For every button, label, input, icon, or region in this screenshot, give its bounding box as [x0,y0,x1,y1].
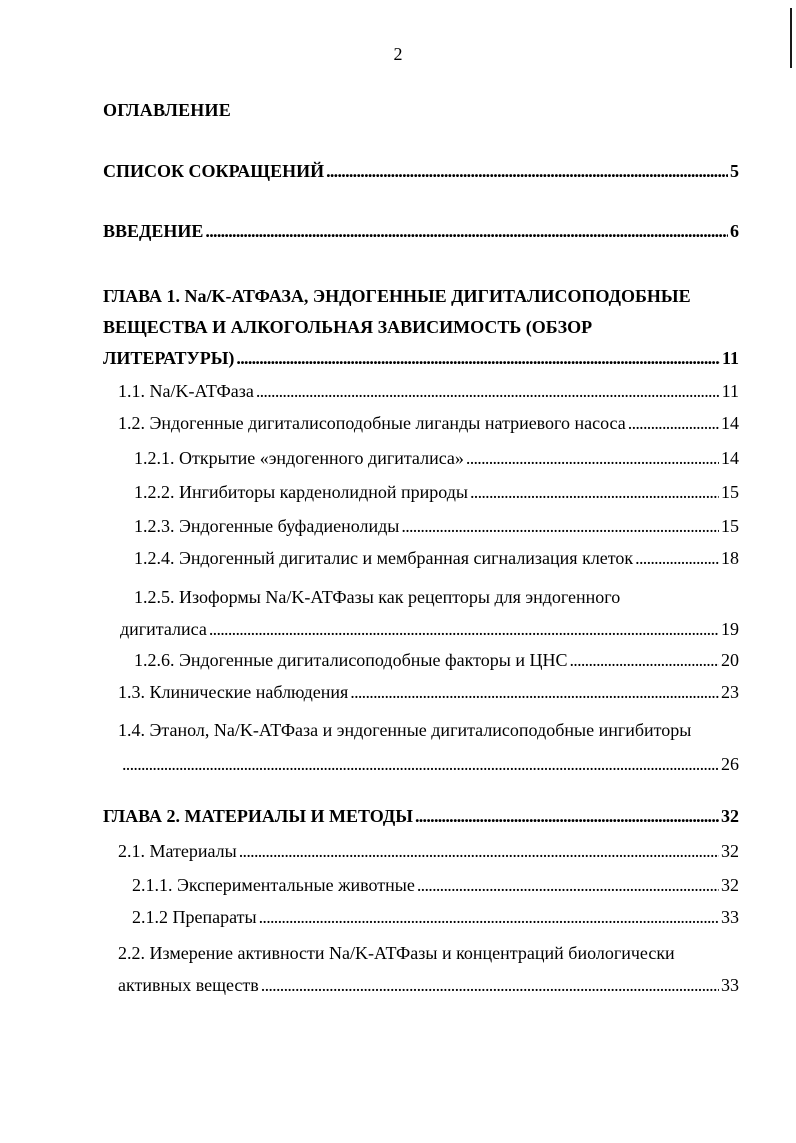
dot-leader [415,805,719,827]
page-number: 2 [393,44,403,64]
toc-page-number: 19 [721,619,739,639]
toc-entry-introduction[interactable] [103,220,739,242]
toc-entry-text: дигиталиса [120,619,207,639]
dot-leader [326,160,728,182]
toc-page-number: 32 [721,841,739,861]
toc-entry-1-2-4[interactable] [134,547,739,569]
dot-leader [122,747,719,781]
toc-entry-2-2[interactable] [118,937,739,1001]
toc-entry-1-2-5[interactable] [120,581,739,645]
toc-entry-abbreviations[interactable] [103,160,739,182]
toc-page-number: 6 [730,221,739,241]
toc-entry-1-4[interactable] [118,713,739,781]
toc-page-number: 11 [721,348,739,368]
toc-entry-text: 1.2. Эндогенные дигиталисоподобные лиганды натриевого насоса [118,413,626,433]
toc-entry-text: 1.2.4. Эндогенный дигиталис и мембранная сигнализация клеток [134,548,634,568]
dot-leader [239,840,719,862]
toc-page-number: 15 [721,482,739,502]
toc-entry-text: 1.2.1. Открытие «эндогенного дигиталиса» [134,448,464,468]
toc-page-number: 26 [721,754,739,774]
toc-entry-text: ГЛАВА 2. МАТЕРИАЛЫ И МЕТОДЫ [103,806,413,826]
dot-leader [261,969,719,1001]
toc-title: ОГЛАВЛЕНИЕ [103,100,231,120]
toc-entry-2-1[interactable] [118,840,739,862]
toc-page-number: 15 [721,516,739,536]
toc-page-number: 32 [721,806,739,826]
toc-entry-chapter-2[interactable] [103,805,739,827]
dot-leader [350,681,719,703]
toc-entry-1-2-1[interactable] [134,447,739,469]
dot-leader [259,906,719,928]
toc-entry-text: ГЛАВА 1. Na/K-АТФАЗА, ЭНДОГЕННЫЕ ДИГИТАЛИСОПОДОБНЫЕ [103,286,691,306]
toc-entry-1-2-2[interactable] [134,481,739,503]
toc-entry-text: ВЕЩЕСТВА И АЛКОГОЛЬНАЯ ЗАВИСИМОСТЬ (ОБЗОР [103,317,593,337]
toc-entry-text: ВВЕДЕНИЕ [103,221,204,241]
toc-entry-chapter-1[interactable] [103,281,739,374]
toc-entry-text: ЛИТЕРАТУРЫ) [103,348,235,368]
dot-leader [569,649,719,671]
toc-page-number: 11 [721,381,739,401]
toc-page-number: 18 [721,548,739,568]
toc-entry-text: СПИСОК СОКРАЩЕНИЙ [103,161,325,181]
toc-entry-2-1-2[interactable] [132,906,739,928]
dot-leader [236,343,720,374]
dot-leader [466,447,719,469]
toc-entry-text: 1.2.6. Эндогенные дигиталисоподобные факторы и ЦНС [134,650,568,670]
toc-entry-text: 2.1.2 Препараты [132,907,257,927]
toc-entry-text: 1.3. Клинические наблюдения [118,682,349,702]
toc-entry-text: 1.1. Na/K-АТФаза [118,381,254,401]
dot-leader [401,515,719,537]
toc-page-number: 23 [721,682,739,702]
toc-page-number: 14 [721,448,739,468]
dot-leader [256,380,720,402]
toc-entry-text: 1.2.5. Изоформы Na/K-АТФазы как рецепторы для эндогенного [134,587,621,607]
toc-entry-2-1-1[interactable] [132,874,739,896]
toc-entry-1-2-3[interactable] [134,515,739,537]
dot-leader [470,481,719,503]
dot-leader [628,412,719,434]
toc-entry-text: 1.2.2. Ингибиторы карденолидной природы [134,482,468,502]
toc-page-number: 32 [721,875,739,895]
dot-leader [417,874,719,896]
toc-entry-text: 2.1. Материалы [118,841,237,861]
toc-page-number: 5 [730,161,739,181]
toc-entry-text: 1.2.3. Эндогенные буфадиенолиды [134,516,400,536]
toc-entry-text: 2.1.1. Экспериментальные животные [132,875,415,895]
toc-page-number: 33 [721,907,739,927]
toc-entry-text: 2.2. Измерение активности Na/K-АТФазы и концентраций биологически [118,943,675,963]
dot-leader [635,547,719,569]
toc-page-number: 14 [721,413,739,433]
toc-entry-1-2-6[interactable] [134,649,739,671]
toc-entry-1-2[interactable] [118,412,739,434]
dot-leader [209,613,719,645]
toc-entry-1-3[interactable] [118,681,739,703]
toc-entry-text: активных веществ [118,975,259,995]
toc-entry-1-1[interactable] [118,380,739,402]
dot-leader [205,220,728,242]
toc-page-number: 20 [721,650,739,670]
toc-entry-text: 1.4. Этанол, Na/K-АТФаза и эндогенные дигиталисоподобные ингибиторы [118,720,692,740]
toc-page-number: 33 [721,975,739,995]
